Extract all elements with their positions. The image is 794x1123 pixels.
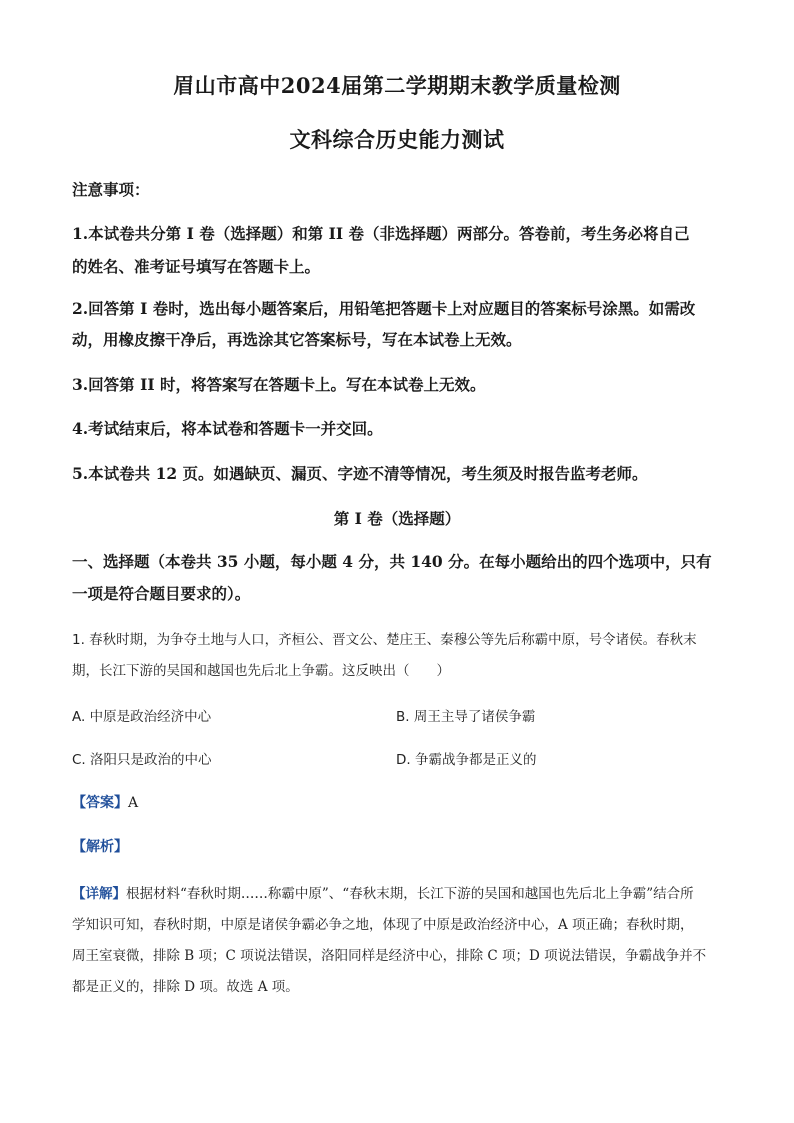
detail-text: 根据材料“春秋时期……称霸中原”、“春秋末期，长江下游的吴国和越国也先后北上争霸”结合所 xyxy=(126,886,694,902)
answer-value: A xyxy=(128,795,139,811)
question-stem: 期，长江下游的吴国和越国也先后北上争霸。这反映出（ ） xyxy=(72,663,450,679)
exam-subtitle: 文科综合历史能力测试 xyxy=(289,127,505,152)
notice-line: 1.本试卷共分第 I 卷（选择题）和第 II 卷（非选择题）两部分。答卷前，考生务必将自己 xyxy=(72,224,690,243)
section-instruction: 一项是符合题目要求的）。 xyxy=(72,584,251,603)
notice-line: 4.考试结束后，将本试卷和答题卡一并交回。 xyxy=(72,419,383,438)
option-a: A. 中原是政治经济中心 xyxy=(72,709,212,725)
option-b: B. 周王主导了诸侯争霸 xyxy=(396,709,536,725)
notice-line: 2.回答第 I 卷时，选出每小题答案后，用铅笔把答题卡上对应题目的答案标号涂黑。如需改 xyxy=(72,299,696,318)
detail-label: 【详解】 xyxy=(72,886,126,902)
option-d: D. 争霸战争都是正义的 xyxy=(396,752,537,768)
notice-line: 动，用橡皮擦干净后，再选涂其它答案标号，写在本试卷上无效。 xyxy=(72,330,522,349)
section-title: 第 I 卷（选择题） xyxy=(333,509,461,528)
notice-line: 的姓名、准考证号填写在答题卡上。 xyxy=(72,257,321,276)
notice-line: 3.回答第 II 时，将答案写在答题卡上。写在本试卷上无效。 xyxy=(72,375,486,394)
analysis-label: 【解析】 xyxy=(72,839,128,855)
detail-line: 学知识可知，春秋时期，中原是诸侯争霸必争之地，体现了中原是政治经济中心，A 项正确；春秋时期， xyxy=(72,917,694,933)
option-c: C. 洛阳只是政治的中心 xyxy=(72,752,212,768)
exam-title: 眉山市高中2024届第二学期期末教学质量检测 xyxy=(173,73,621,98)
section-instruction: 一、选择题（本卷共 35 小题，每小题 4 分，共 140 分。在每小题给出的四个选项中，只有 xyxy=(72,552,712,571)
detail-line xyxy=(72,882,732,902)
detail-line: 周王室衰微，排除 B 项；C 项说法错误，洛阳同样是经济中心，排除 C 项；D 项说法错误，争霸战争并不 xyxy=(72,948,707,964)
question-stem: 1. 春秋时期，为争夺土地与人口，齐桓公、晋文公、楚庄王、秦穆公等先后称霸中原，号令诸侯。春秋末 xyxy=(72,632,697,648)
answer-label: 【答案】 xyxy=(72,795,128,811)
notice-line: 5.本试卷共 12 页。如遇缺页、漏页、字迹不清等情况，考生须及时报告监考老师。 xyxy=(72,464,648,483)
detail-line: 都是正义的，排除 D 项。故选 A 项。 xyxy=(72,979,299,995)
notice-heading: 注意事项： xyxy=(72,180,150,199)
analysis-row xyxy=(72,836,128,856)
answer-row xyxy=(72,792,138,812)
